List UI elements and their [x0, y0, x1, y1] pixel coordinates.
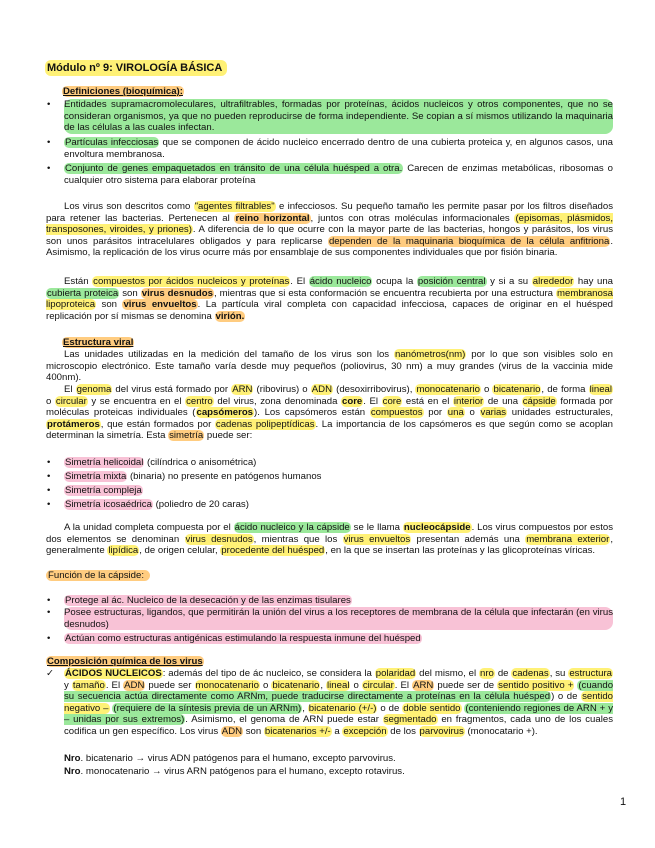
text-run: o [464, 407, 480, 419]
text-run: y se encuentra en el [87, 395, 186, 407]
structure-heading: Estructura viral [63, 337, 134, 348]
text-run: del mismo, el [416, 668, 480, 679]
capsid-function-item [46, 633, 613, 645]
highlight-run: tamaño [72, 679, 105, 691]
highlight-run: lineal [327, 679, 350, 691]
highlight-run: excepción [343, 725, 387, 737]
symmetry-detail: (binaria) no presente en patógenos humanos [127, 471, 322, 482]
text-run: o de [377, 702, 403, 714]
chemistry-heading-row [46, 656, 613, 668]
highlight-run: alrededor [532, 276, 574, 287]
highlight-run: una [447, 407, 464, 419]
highlight-run: varias [480, 407, 507, 419]
text-run: del virus está formado por [112, 384, 232, 395]
text-run: Las unidades utilizadas en la medición del tamaño de los virus son los [64, 349, 394, 360]
text-run: son [243, 725, 264, 737]
highlight-run: ADN [311, 384, 333, 395]
symmetry-type: Simetría helicoidal [65, 457, 144, 468]
definition-highlight: Conjunto de genes empaquetados en tránsito de una célula huésped a otra. [65, 163, 403, 174]
text-run: por [423, 407, 447, 419]
highlight-run: cápside [522, 395, 556, 407]
text-run: . Los virus compuestos por estos dos elementos se denominan [46, 522, 613, 545]
text-run: Los virus son descritos como [64, 201, 194, 212]
highlight-run: monocatenario [416, 384, 480, 395]
page-number: 1 [620, 796, 627, 808]
text-run: son [96, 299, 123, 311]
highlight-run: lipídica [108, 545, 139, 557]
highlight-run: membranosa lipoproteica [46, 287, 613, 311]
text-run: ) o de [551, 691, 582, 703]
bullet-dot-icon: • [47, 163, 51, 174]
text-run: formada por moléculas proteicas individuales ( [46, 395, 613, 419]
highlight-run: segmentado [383, 714, 437, 726]
text-run: , mientras que los [253, 533, 343, 545]
highlight-run: parvovirus [419, 725, 464, 737]
text-run: A la unidad completa compuesta por el [64, 522, 234, 533]
text-run: ocupa la [372, 276, 417, 287]
text-run: y si a su [486, 276, 532, 287]
symmetry-item [46, 471, 613, 483]
capsid-function-text: Posee estructuras, ligandos, que permitirán la unión del virus a los receptores de membrana de la célula que infectarán (en virus desnudos) [64, 607, 613, 630]
text-run: . El [394, 679, 413, 691]
highlight-run: lineal [589, 384, 612, 395]
text-run: , generalmente [46, 533, 613, 557]
text-run: : además del tipo de ác nucleico, se considera la [162, 668, 375, 679]
highlight-run: interior [453, 395, 484, 407]
bullet-dot-icon: • [47, 99, 51, 110]
bullet-dot-icon: • [47, 499, 51, 510]
highlight-run: bicatenario [493, 384, 541, 395]
bullet-dot-icon: • [47, 607, 51, 618]
highlight-run: core [382, 395, 402, 407]
highlight-run: estructura [569, 668, 612, 679]
text-run: , [320, 679, 327, 691]
text-run: son [119, 287, 141, 299]
text-run: , [302, 702, 308, 714]
highlight-run: monocatenario [195, 679, 259, 691]
symmetry-item [46, 485, 613, 497]
text-run: , mientras que si esta conformación se encuentra recubierta por una estructura [213, 287, 556, 299]
highlight-run: simetría [169, 430, 204, 442]
highlight-run: cadenas polipeptídicas [215, 418, 315, 430]
text-run: , en la que se insertan las proteínas y las glicoproteínas víricas. [325, 545, 596, 557]
text-run: de una [484, 395, 522, 407]
highlight-run: reino horizontal [235, 212, 310, 224]
definition-text: Entidades supramacromoleculares, ultrafiltrables, formadas por proteínas, ácidos nucleicos y otros componentes, que no se consideran organismos, ya que no pueden reproducirse de forma independiente. Se copian a sí mismos utilizando la maquinaria de las células a las cuales infectan. [64, 99, 613, 134]
definitions-heading-row [46, 86, 613, 98]
highlight-run: dependen de la maquinaria bioquímica de la célula anfitriona [328, 235, 610, 247]
highlight-run: compuestos [370, 407, 423, 419]
definitions-heading: Definiciones (bioquímica): [63, 86, 183, 97]
text-run: . A diferencia de lo que ocurre con la mayor parte de las bacterias, hongos y parásitos, los virus son unos parásitos intracelulares obligados y para replicarse [46, 224, 613, 247]
highlight-run: bicatenarios +/- [264, 725, 331, 737]
note-text: . bicatenario → virus ADN patógenos para el humano, excepto parvovirus. [80, 753, 396, 764]
highlight-run: sentido negativo – [64, 691, 614, 714]
text-run: El [64, 384, 76, 395]
highlight-run: virus envueltos [123, 299, 197, 311]
highlight-run: core [342, 395, 363, 407]
highlight-run: virus desnudos [141, 287, 213, 299]
highlight-run: protámeros [47, 418, 100, 430]
capsid-heading: Función de la cápside: [46, 570, 150, 581]
text-run: . Asimismo, el genoma de ARN puede estar [185, 714, 383, 726]
text-run: por lo que son visibles solo en microscopio electrónico. Este tamaño varía desde muy pequeños (poliovirus, 30 nm) a muy grandes (virus de la vaccinia mide 400nm). [46, 349, 613, 384]
bullet-dot-icon: • [47, 595, 51, 606]
highlight-run: doble sentido [403, 702, 461, 714]
text-run: , de forma [541, 384, 589, 395]
text-run: (ribovirus) o [253, 384, 311, 395]
text-run: del virus, zona denominada [213, 395, 341, 407]
text-run: y [64, 679, 72, 691]
highlight-run: posición central [417, 276, 486, 287]
capsid-heading-row [46, 570, 613, 582]
highlight-run: circular [55, 395, 87, 407]
chemistry-heading: Composición química de los virus [47, 656, 203, 667]
text-run: en fragmentos, cada uno de los cuales codifica un gen específico. Los virus [64, 714, 613, 737]
text-run: se le llama [350, 522, 403, 533]
highlight-run: bicatenario (+/-) [308, 702, 377, 714]
note-line [46, 766, 613, 778]
symmetry-item [46, 457, 613, 469]
text-run: , que están formados por [100, 418, 215, 430]
intro-paragraph [46, 276, 613, 322]
text-run: (monocatario +). [464, 725, 538, 737]
capsid-function-item [46, 595, 613, 607]
text-run: unidades estructurales, [507, 407, 614, 419]
highlight-run: virus desnudos [185, 533, 253, 545]
text-run: . El [363, 395, 382, 407]
highlight-run: nucleocápside [403, 522, 471, 533]
text-run: de los [387, 725, 419, 737]
text-run: , su [549, 668, 569, 679]
note-line [46, 753, 613, 765]
note-label: Nro [64, 766, 81, 777]
symmetry-detail: (cilíndrica o anisométrica) [144, 457, 257, 468]
highlight-run: ácido nucleico y la cápside [234, 522, 350, 533]
symmetry-detail: (poliedro de 20 caras) [152, 499, 249, 510]
intro-paragraph [46, 201, 613, 259]
definition-highlight: Partículas infecciosas [65, 137, 159, 148]
highlight-run: circular [362, 679, 394, 691]
symmetry-type: Simetría icosaédrica [65, 499, 152, 510]
definition-text: Carecen de enzimas metabólicas, ribosomas o cualquier otro sistema para elaborar proteína [64, 163, 613, 186]
nucleocapsid-paragraph [46, 522, 613, 557]
highlight-run: bicatenario [272, 679, 320, 691]
text-run: a [331, 725, 343, 737]
highlight-run: ARN [232, 384, 253, 395]
text-run: . La importancia de los capsómeros es que según como se acoplan determinan la simetría. Esta [46, 418, 613, 442]
highlight-run: centro [186, 395, 213, 407]
checkmark-icon: ✓ [46, 668, 55, 679]
text-run: o [259, 679, 272, 691]
symmetry-type: Simetría compleja [65, 485, 142, 496]
text-run: , juntos con otras moléculas informacionales [310, 212, 515, 224]
highlight-run: ARN [413, 679, 434, 691]
highlight-run: (requiere de la síntesis previa de un ARNm) [113, 702, 302, 714]
highlight-run: ADN [221, 725, 243, 737]
text-run: puede ser de [434, 679, 498, 691]
text-run: e infecciosos. Su pequeño tamaño les permite pasar por los filtros diseñados para retener las bacterias. Pertenecen al [46, 201, 613, 224]
bullet-dot-icon: • [47, 485, 51, 496]
highlight-run: nro [480, 668, 494, 679]
text-run: . El [105, 679, 124, 691]
bullet-dot-icon: • [47, 471, 51, 482]
text-run: hay una [574, 276, 613, 287]
highlight-run: membrana exterior [526, 533, 610, 545]
text-run: . El [290, 276, 309, 287]
definition-text: que se componen de ácido nucleico encerrado dentro de una cubierta proteica y, en algunos casos, una envoltura membranosa. [64, 137, 614, 160]
text-run: (desoxirribovirus), [333, 384, 416, 395]
highlight-run: virión. [215, 310, 245, 322]
highlight-run: "agentes filtrables" [194, 201, 275, 212]
text-run: puede ser: [204, 430, 253, 442]
highlight-run: virus envueltos [343, 533, 411, 545]
capsid-function-text: Actúan como estructuras antigénicas estimulando la respuesta inmune del huésped [65, 633, 421, 644]
highlight-run: ácido nucleico [309, 276, 372, 287]
text-run: , de origen celular, [139, 545, 221, 557]
structure-paragraph [46, 349, 613, 384]
highlight-run: polaridad [375, 668, 416, 679]
highlight-run: (conteniendo regiones de ARN + y – unidas por sus extremos) [64, 702, 613, 726]
definition-item [46, 163, 613, 186]
text-run: . La partícula viral completa con capacidad infecciosa, capaces de originar en el huésped replicación por sí mismas se denomina [46, 299, 613, 322]
bullet-dot-icon: • [47, 457, 51, 468]
text-run: ). Los capsómeros están [254, 407, 370, 419]
highlight-run: nanómetros(nm) [394, 349, 466, 360]
symmetry-type: Simetría mixta [65, 471, 127, 482]
document-title: Módulo nº 9: VIROLOGÍA BÁSICA [45, 60, 227, 76]
note-label: Nro [64, 753, 81, 764]
highlight-run: (episomas, plásmidos, transposones, viroides, y priones) [46, 212, 613, 236]
capsid-function-item [46, 607, 613, 630]
text-run: está en el [402, 395, 453, 407]
highlight-run: procedente del huésped [221, 545, 325, 557]
bullet-dot-icon: • [47, 633, 51, 644]
text-run: o [480, 384, 493, 395]
note-text: . monocatenario → virus ARN patógenos para el humano, excepto rotavirus. [80, 766, 405, 777]
capsid-function-text: Protege al ác. Nucleico de la desecación y de las enzimas tisulares [65, 595, 351, 606]
highlight-run: compuestos por ácidos nucleicos y proteínas [93, 276, 290, 287]
highlight-run: genoma [76, 384, 112, 395]
definition-item [46, 99, 613, 134]
highlight-run: sentido positivo + [498, 679, 574, 691]
text-run: puede ser [145, 679, 195, 691]
highlight-run: ÁCIDOS NUCLEICOS [65, 668, 162, 679]
text-run: Están [64, 276, 93, 287]
highlight-run: ADN [124, 679, 145, 691]
nucleic-acids-paragraph [46, 668, 613, 738]
symmetry-item [46, 499, 613, 511]
structure-paragraph [46, 384, 613, 442]
definition-item [46, 137, 613, 160]
highlight-run: capsómeros [196, 407, 254, 419]
text-run: . Asimismo, la replicación de los virus ocurre más por ensamblaje de sus componentes individuales que por fisión binaria. [46, 235, 613, 259]
text-run: o [46, 395, 55, 407]
text-run: presentan además una [411, 533, 526, 545]
highlight-run: cadenas [512, 668, 549, 679]
structure-heading-row [46, 337, 613, 349]
bullet-dot-icon: • [47, 137, 51, 148]
highlight-run: (cuando su secuencia actúa directamente como ARNm, puede traducirse directamente a proteínas en la célula huésped [64, 679, 614, 703]
text-run: de [494, 668, 512, 679]
text-run: o [350, 679, 362, 691]
highlight-run: cubierta proteica [47, 287, 119, 299]
